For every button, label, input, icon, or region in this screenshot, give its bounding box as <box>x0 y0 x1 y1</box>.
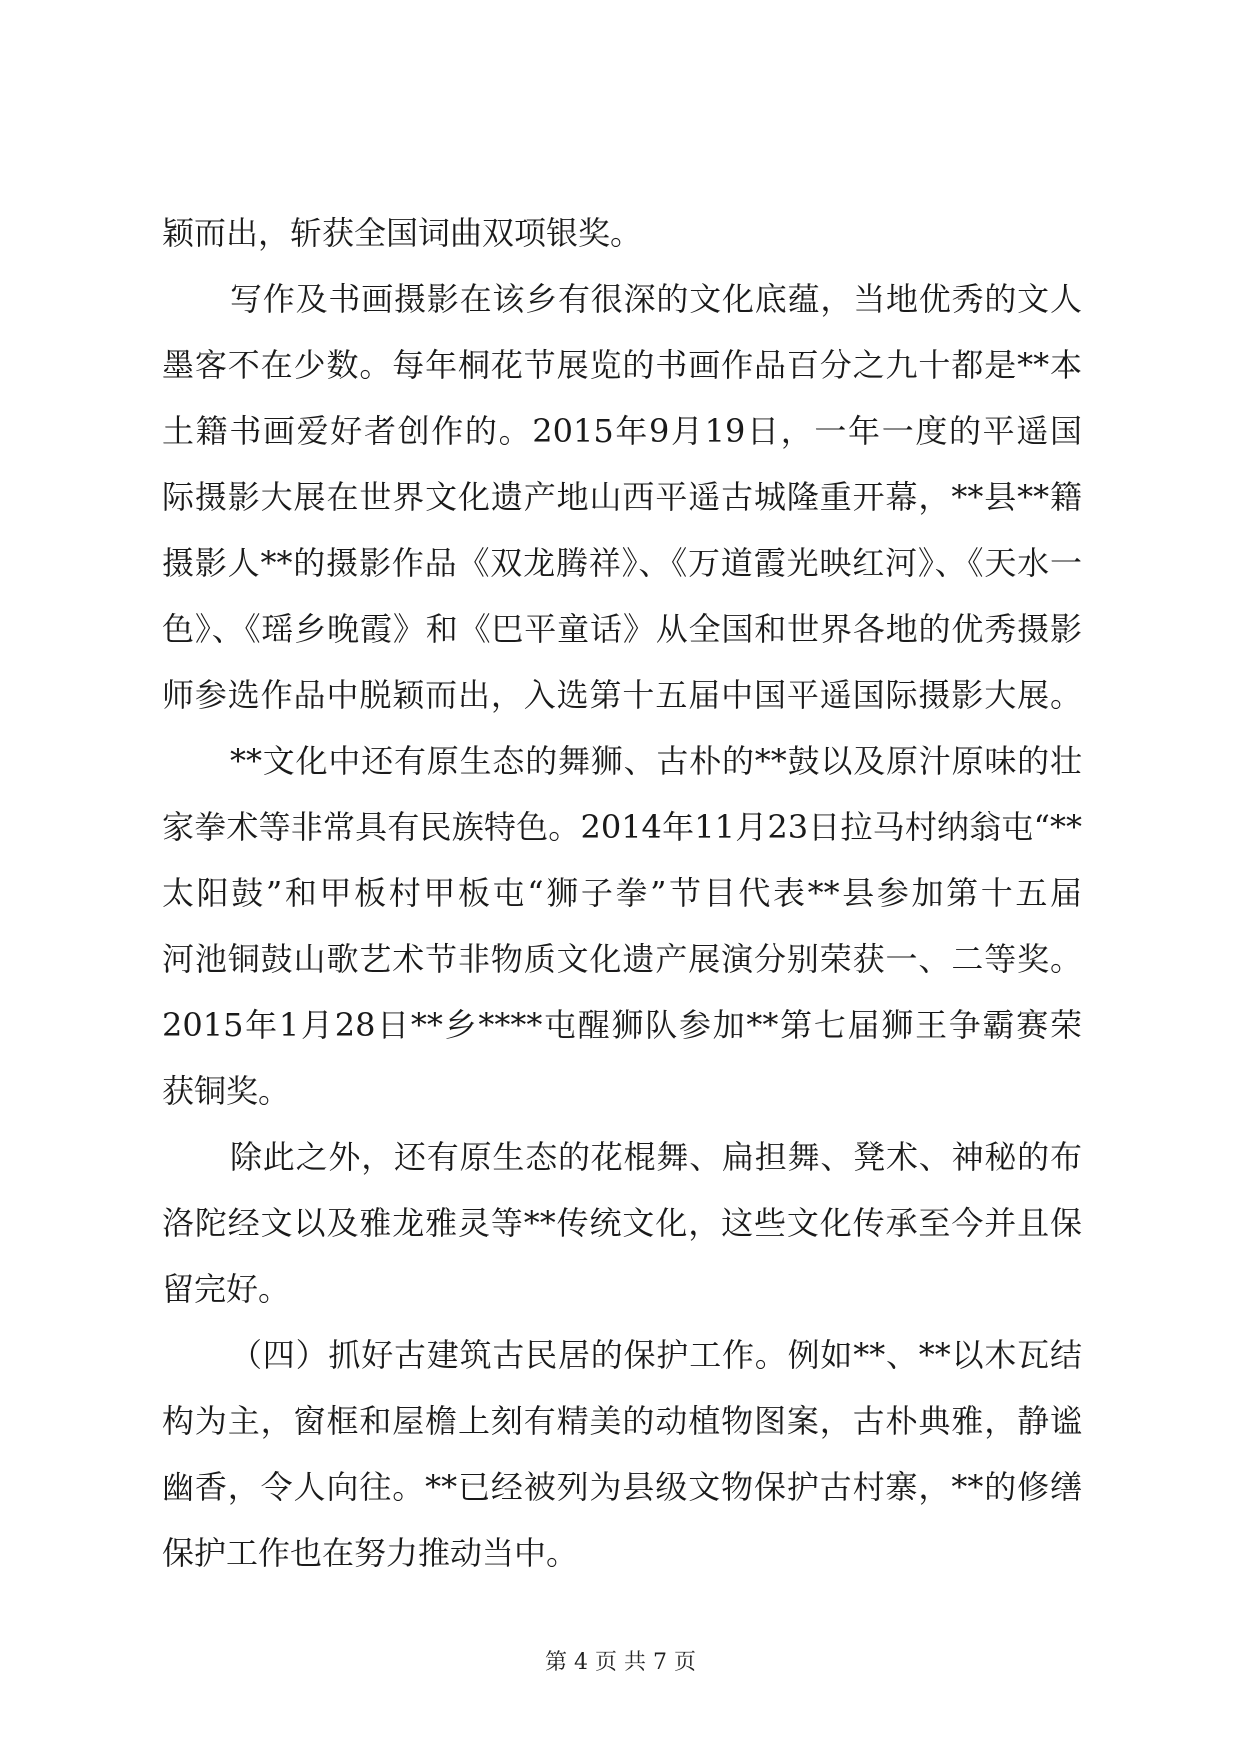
text-line: 际摄影大展在世界文化遗产地山西平遥古城隆重开幕，**县**籍 <box>162 478 1082 516</box>
page-number-footer: 第 4 页 共 7 页 <box>545 1650 696 1675</box>
text-line: 2015年1月28日**乡****屯醒狮队参加**第七届狮王争霸赛荣 <box>162 1006 1082 1044</box>
text-line: 墨客不在少数。每年桐花节展览的书画作品百分之九十都是**本 <box>162 346 1082 384</box>
text-line: 摄影人**的摄影作品《双龙腾祥》、《万道霞光映红河》、《天水一 <box>162 544 1082 582</box>
text-line: **文化中还有原生态的舞狮、古朴的**鼓以及原汁原味的壮 <box>230 742 1082 780</box>
text-line: 写作及书画摄影在该乡有很深的文化底蕴，当地优秀的文人 <box>230 280 1082 318</box>
text-line: 家拳术等非常具有民族特色。2014年11月23日拉马村纳翁屯“** <box>162 808 1082 846</box>
text-line: 留完好。 <box>162 1270 291 1308</box>
text-line: 构为主，窗框和屋檐上刻有精美的动植物图案，古朴典雅，静谧 <box>162 1402 1082 1440</box>
text-line: 洛陀经文以及雅龙雅灵等**传统文化，这些文化传承至今并且保 <box>162 1204 1082 1242</box>
text-line: 保护工作也在努力推动当中。 <box>162 1534 579 1572</box>
text-line: 幽香，令人向往。**已经被列为县级文物保护古村寨，**的修缮 <box>162 1468 1082 1506</box>
document-body <box>162 200 1082 1586</box>
text-line: 师参选作品中脱颖而出，入选第十五届中国平遥国际摄影大展。 <box>162 676 1082 714</box>
text-line: 太阳鼓”和甲板村甲板屯“狮子拳”节目代表**县参加第十五届 <box>162 874 1082 912</box>
text-line: 获铜奖。 <box>162 1072 291 1110</box>
text-line: 色》、《瑶乡晚霞》和《巴平童话》从全国和世界各地的优秀摄影 <box>162 610 1082 648</box>
text-line: 除此之外，还有原生态的花棍舞、扁担舞、凳术、神秘的布 <box>230 1138 1082 1176</box>
text-line: （四）抓好古建筑古民居的保护工作。例如**、**以木瓦结 <box>230 1336 1082 1374</box>
text-line: 土籍书画爱好者创作的。2015年9月19日，一年一度的平遥国 <box>162 412 1082 450</box>
text-line: 河池铜鼓山歌艺术节非物质文化遗产展演分别荣获一、二等奖。 <box>162 940 1082 978</box>
text-line: 颖而出，斩获全国词曲双项银奖。 <box>162 214 643 252</box>
